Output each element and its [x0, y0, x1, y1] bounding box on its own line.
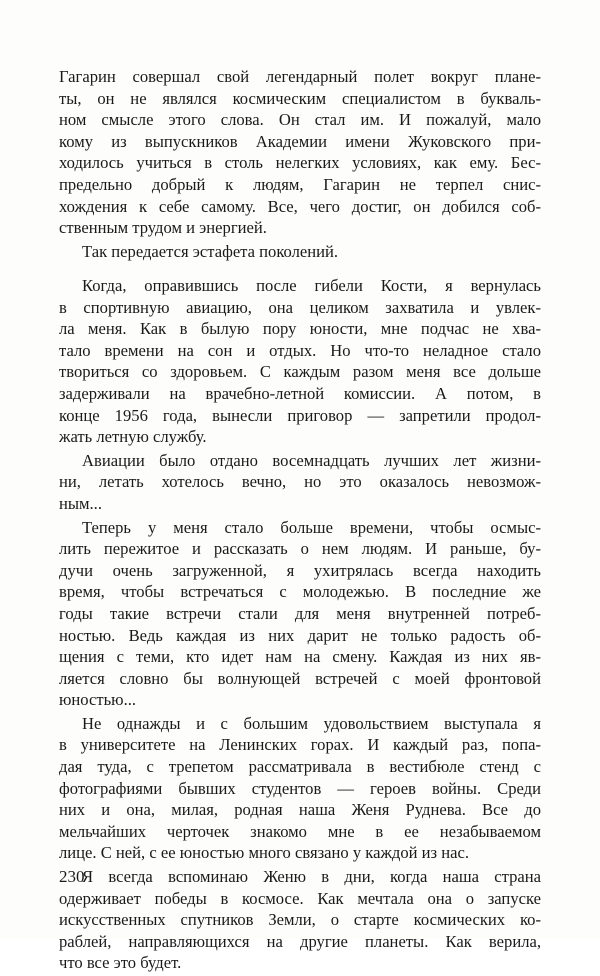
page-number: 230	[59, 867, 85, 886]
text-line: раблей, направляющихся на другие планеты. Как верила,	[59, 931, 541, 951]
text-line: искусственных спутников Земли, о старте космических ко-	[59, 910, 541, 930]
text-line: ты, он не являлся космическим специалистом в букваль-	[59, 88, 541, 108]
text-line: в спортивную авиацию, она целиком захватила и увлек-	[59, 297, 541, 317]
text-line: жать летную службу.	[59, 427, 207, 447]
text-line: что все это будет.	[59, 953, 182, 973]
text-line: задерживали на врачебно-летной комиссии. А потом, в	[59, 383, 541, 403]
text-line: Теперь у меня стало больше времени, чтобы осмыс-	[82, 517, 541, 537]
text-line: мельчайших черточек знакомо мне в ее незабываемом	[59, 821, 541, 841]
text-section-memoir	[59, 275, 541, 976]
text-line: ственным трудом и энергией.	[59, 218, 267, 238]
text-line: время, чтобы встречаться с молодежью. В последние же	[59, 582, 541, 602]
paragraph	[59, 450, 541, 515]
text-line: юностью...	[59, 690, 137, 710]
text-line: Когда, оправившись после гибели Кости, я вернулась	[82, 276, 541, 295]
text-line: дая туда, с трепетом рассматривала в вестибюле стенд с	[59, 757, 541, 777]
text-line: ходилось учиться в столь нелегких условиях, как ему. Бес-	[59, 153, 541, 173]
text-line: в университете на Ленинских горах. И каждый раз, попа-	[59, 735, 541, 755]
text-line: ным...	[59, 493, 102, 513]
paragraph	[59, 713, 541, 864]
text-line: ла меня. Как в былую пору юности, мне подчас не хва-	[59, 319, 541, 339]
paragraph	[59, 66, 541, 239]
paragraph	[59, 241, 541, 263]
paragraph	[59, 275, 541, 448]
text-line: дучи очень загруженной, я ухитрялась всегда находить	[59, 560, 541, 580]
text-line: ном смысле этого слова. Он стал им. И пожалуй, мало	[59, 110, 541, 130]
paragraph	[59, 517, 541, 711]
text-line: ностью. Ведь каждая из них дарит не только радость об-	[59, 625, 541, 645]
text-line: предельно добрый к людям, Гагарин не терпел снис-	[59, 174, 541, 194]
text-line: Авиации было отдано восемнадцать лучших лет жизни-	[82, 450, 541, 470]
text-line: фотографиями бывших студентов — героев войны. Среди	[59, 778, 541, 798]
text-line: годы такие встречи стали для меня внутренней потреб-	[59, 603, 541, 623]
text-line: Я всегда вспоминаю Женю в дни, когда наша страна	[82, 867, 541, 887]
text-line: лице. С ней, с ее юностью много связано у каждой из нас.	[59, 843, 470, 863]
text-line: конце 1956 года, вынесли приговор — запретили продол-	[59, 405, 541, 425]
text-line: ни, летать хотелось вечно, но это оказалось невозмож-	[59, 472, 541, 492]
text-section-gagarin	[59, 66, 541, 264]
text-line: хождения к себе самому. Все, чего достиг, он добился соб-	[59, 196, 541, 216]
text-line: ляется словно бы волнующей встречей с моей фронтовой	[59, 668, 541, 688]
paragraph	[59, 866, 541, 974]
text-line: тало времени на сон и отдых. Но что-то неладное стало	[59, 340, 541, 360]
text-line: лить пережитое и рассказать о нем людям. И раньше, бу-	[59, 539, 541, 559]
text-line: Гагарин совершал свой легендарный полет вокруг плане-	[59, 67, 541, 86]
text-line: них и она, милая, родная наша Женя Руднева. Все до	[59, 800, 541, 820]
text-line: щения с теми, кто идет нам на смену. Каждая из них яв-	[59, 647, 541, 667]
text-line: кому из выпускников Академии имени Жуковского при-	[59, 131, 541, 151]
text-line: твориться со здоровьем. С каждым разом меня все дольше	[59, 362, 541, 382]
text-line: Не однажды и с большим удовольствием выступала я	[82, 713, 541, 733]
text-line: Так передается эстафета поколений.	[82, 241, 339, 261]
text-line: одерживает победы в космосе. Как мечтала она о запуске	[59, 888, 541, 908]
